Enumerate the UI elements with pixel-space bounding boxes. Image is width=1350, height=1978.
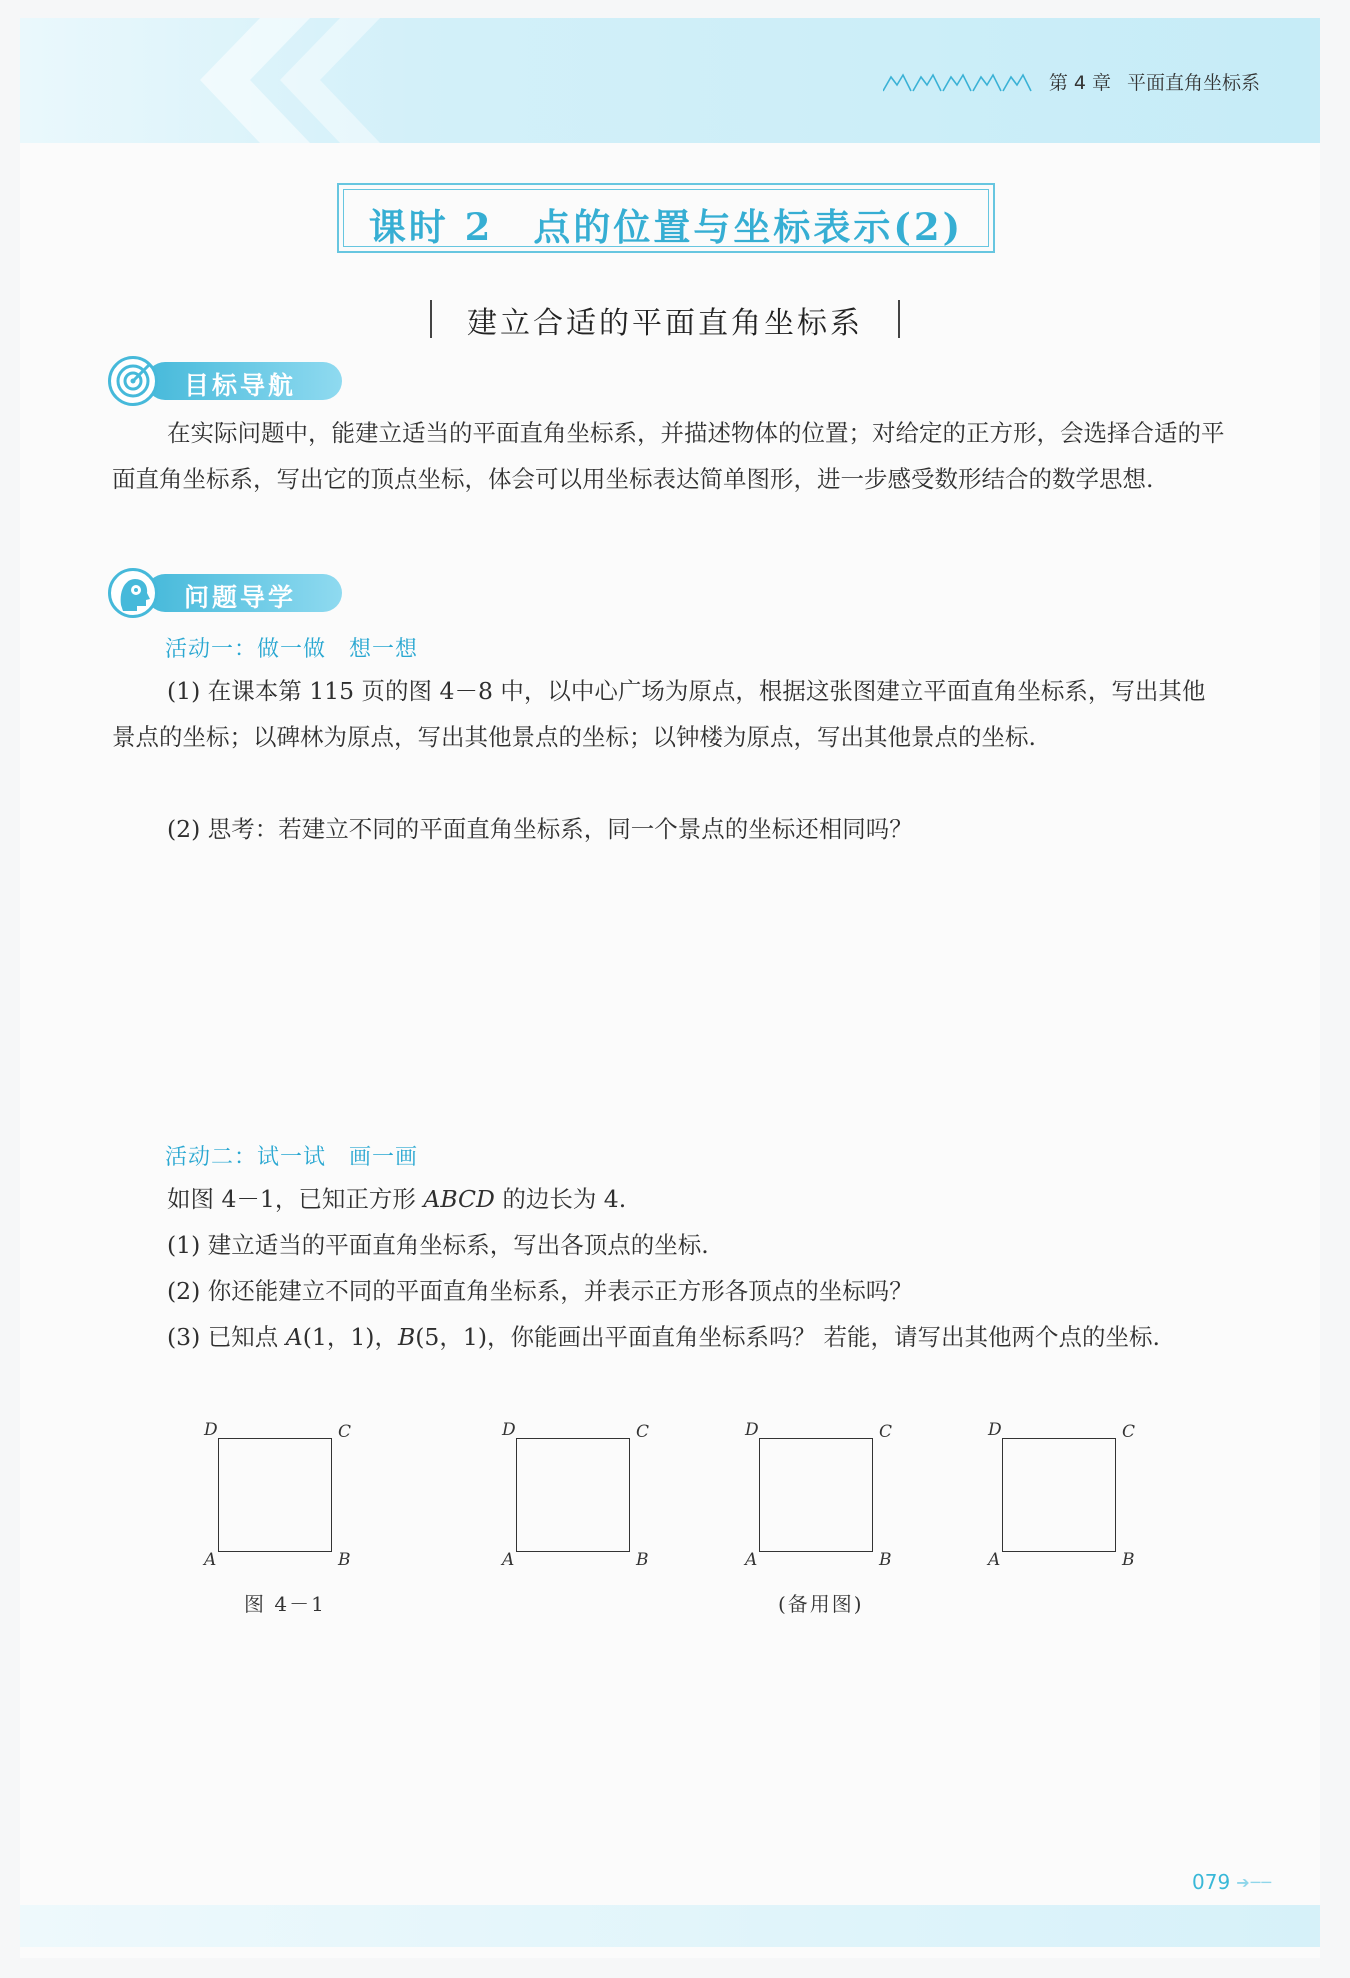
vertex-d: D: [502, 1420, 516, 1440]
activity1-q1: (1) 在课本第 115 页的图 4－8 中，以中心广场为原点，根据这张图建立平面直角坐标系，写出其他景点的坐标；以碑林为原点，写出其他景点的坐标；以钟楼为原点，写出其他景点的坐标.: [112, 677, 1206, 751]
vertex-b: B: [879, 1550, 892, 1570]
divider: [430, 300, 432, 338]
target-icon: [108, 356, 158, 406]
vertex-a: A: [204, 1550, 217, 1570]
vertex-a: A: [745, 1550, 758, 1570]
vertex-a: A: [988, 1550, 1001, 1570]
goals-badge: [108, 356, 348, 404]
section-title-text: 建立合适的平面直角坐标系: [467, 306, 863, 341]
activity2-q1: (1) 建立适当的平面直角坐标系，写出各顶点的坐标.: [167, 1231, 709, 1259]
intro-text: 如图 4－1，已知正方形: [167, 1185, 424, 1213]
vertex-d: D: [745, 1420, 759, 1440]
head-gear-icon: [108, 568, 158, 618]
square-figure: [200, 1420, 380, 1580]
section-title: [430, 298, 900, 340]
divider: [898, 300, 900, 338]
square: [218, 1438, 332, 1552]
spare-figure: [984, 1420, 1164, 1580]
vertex-b: B: [1122, 1550, 1135, 1570]
point-a-name: A: [285, 1323, 303, 1351]
arrow-icon: ➔ ─ ─: [1236, 1872, 1270, 1892]
q3-text: (1，1)，: [302, 1323, 398, 1351]
page-number-text: 079: [1192, 1870, 1231, 1894]
chevron-decoration: [140, 18, 400, 143]
page-number: [1192, 1870, 1269, 1894]
lesson-title-box: [337, 183, 995, 253]
square: [1002, 1438, 1116, 1552]
activity2-title: 活动二：试一试 画一画: [165, 1145, 419, 1170]
vertex-c: C: [1122, 1422, 1136, 1442]
intro-text: 的边长为 4.: [494, 1185, 627, 1213]
spare-figure: [741, 1420, 921, 1580]
chapter-number: 第 4 章: [1048, 72, 1111, 94]
vertex-c: C: [636, 1422, 650, 1442]
spare-figure: [498, 1420, 678, 1580]
vertex-d: D: [204, 1420, 218, 1440]
square-name: ABCD: [423, 1185, 495, 1213]
q3-text: (3) 已知点: [167, 1323, 286, 1351]
goals-paragraph: [112, 410, 1227, 502]
activity1-q2: (2) 思考：若建立不同的平面直角坐标系，同一个景点的坐标还相同吗？: [167, 815, 913, 843]
activity2-q3: [112, 1314, 1227, 1360]
goals-text: 在实际问题中，能建立适当的平面直角坐标系，并描述物体的位置；对给定的正方形，会选择合适的平面直角坐标系，写出它的顶点坐标，体会可以用坐标表达简单图形，进一步感受数形结合的数学思想.: [112, 419, 1225, 493]
vertex-b: B: [636, 1550, 649, 1570]
activity1-title: 活动一：做一做 想一想: [165, 637, 419, 662]
spare-figure-caption: (备用图): [778, 1592, 864, 1616]
chapter-title: 平面直角坐标系: [1126, 72, 1260, 94]
lesson-title: 课时 2 点的位置与坐标表示(2): [368, 205, 964, 249]
vertex-d: D: [988, 1420, 1002, 1440]
mountains-icon: [883, 71, 1033, 93]
point-b-name: B: [397, 1323, 416, 1351]
vertex-c: C: [338, 1422, 352, 1442]
square: [759, 1438, 873, 1552]
vertex-c: C: [879, 1422, 893, 1442]
badge-label: 问题导学: [184, 583, 297, 612]
figure-caption: 图 4－1: [244, 1592, 326, 1616]
running-head: [883, 68, 1260, 95]
vertex-b: B: [338, 1550, 351, 1570]
activity2-q2: (2) 你还能建立不同的平面直角坐标系，并表示正方形各顶点的坐标吗？: [167, 1277, 913, 1305]
q3-text: (5，1)，你能画出平面直角坐标系吗？ 若能，请写出其他两个点的坐标.: [415, 1323, 1160, 1351]
badge-label: 目标导航: [184, 371, 297, 400]
guide-badge: [108, 568, 348, 616]
square: [516, 1438, 630, 1552]
footer-band: [20, 1905, 1320, 1947]
activity2-intro: [112, 1176, 1227, 1222]
vertex-a: A: [502, 1550, 515, 1570]
